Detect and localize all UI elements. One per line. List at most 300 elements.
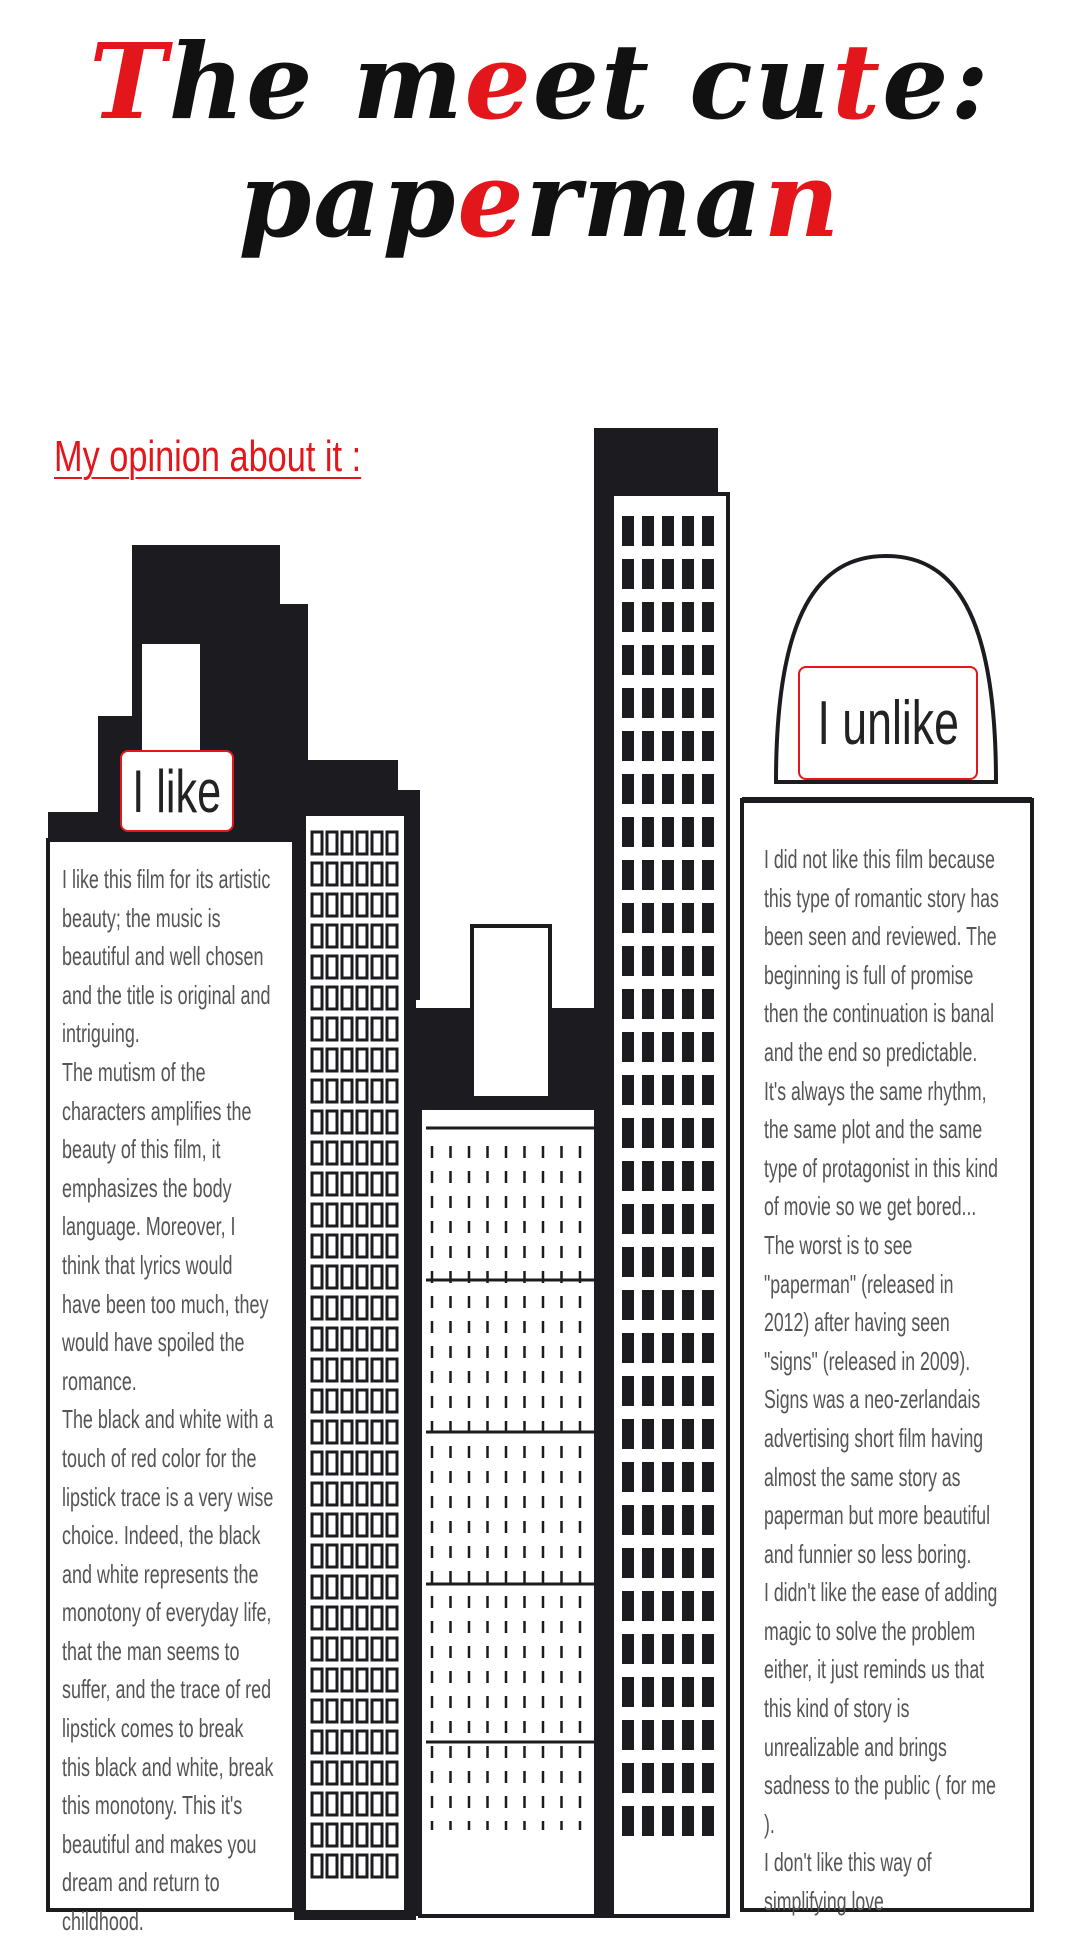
building-window [327,1824,337,1846]
building-window [682,817,694,847]
building-window [702,1247,714,1277]
building-window [342,1204,352,1226]
building-window [662,731,674,761]
central-white-tower [472,926,550,1098]
building-window [662,1591,674,1621]
building-window [372,1204,382,1226]
building-window [357,1824,367,1846]
building-window [702,1161,714,1191]
building-window [622,1505,634,1535]
building-window [387,1545,397,1567]
building-window [682,1161,694,1191]
building-window [702,1419,714,1449]
building-window [327,956,337,978]
building-window [387,956,397,978]
building-window [357,1173,367,1195]
building-window [357,1297,367,1319]
building-window [642,688,654,718]
building-window [312,1359,322,1381]
building-window [342,1545,352,1567]
building-window [387,1235,397,1257]
building-window [622,1763,634,1793]
building-window [342,1080,352,1102]
building-window [327,1018,337,1040]
building-window [312,894,322,916]
building-window [387,1049,397,1071]
building-window [357,1855,367,1877]
building-window [662,774,674,804]
building-window [662,516,674,546]
like-label: I like [120,750,234,832]
building-window [702,645,714,675]
building-window [357,925,367,947]
building-window [357,1049,367,1071]
building-window [387,894,397,916]
building-window [642,1419,654,1449]
building-window [702,1032,714,1062]
building-window [662,1290,674,1320]
building-window [342,987,352,1009]
building-window [662,1806,674,1836]
building-window [372,1700,382,1722]
building-window [682,1763,694,1793]
building-window [327,1514,337,1536]
building-window [312,1793,322,1815]
building-window [342,1514,352,1536]
building-window [622,645,634,675]
building-window [642,860,654,890]
building-window [372,1142,382,1164]
building-window [372,925,382,947]
unlike-label: I unlike [798,666,978,780]
building-window [372,1111,382,1133]
building-window [662,946,674,976]
building-window [702,774,714,804]
building-window [312,863,322,885]
building-window [662,1548,674,1578]
building-window [387,1824,397,1846]
building-window [682,516,694,546]
building-window [642,645,654,675]
building-window [342,863,352,885]
building-window [372,956,382,978]
building-window [387,925,397,947]
building-window [327,1235,337,1257]
building-window [642,1806,654,1836]
building-window [372,1328,382,1350]
building-window [372,1576,382,1598]
building-window [622,1419,634,1449]
building-window [357,1359,367,1381]
building-window [702,1290,714,1320]
building-window [312,1545,322,1567]
building-window [387,1793,397,1815]
building-window [387,1266,397,1288]
building-window [662,860,674,890]
building-window [312,1049,322,1071]
building-window [342,1049,352,1071]
building-window [327,1080,337,1102]
building-window [342,1638,352,1660]
building-window [642,1204,654,1234]
building-window [682,559,694,589]
building-window [622,946,634,976]
building-window [642,1118,654,1148]
building-window [682,1505,694,1535]
building-window [312,1266,322,1288]
building-window [372,1824,382,1846]
building-window [642,1720,654,1750]
building-window [702,1548,714,1578]
building-window [682,1462,694,1492]
building-window [622,1075,634,1105]
building-window [682,731,694,761]
building-window [372,1483,382,1505]
building-window [327,1700,337,1722]
building-window [642,1677,654,1707]
building-window [702,1376,714,1406]
building-window [327,1111,337,1133]
building-window [682,1419,694,1449]
building-window [662,688,674,718]
building-window [342,1390,352,1412]
building-window [312,987,322,1009]
building-window [342,1297,352,1319]
building-window [387,1111,397,1133]
building-window [342,1452,352,1474]
building-window [342,1142,352,1164]
building-window [327,1545,337,1567]
title-segment: he m [168,20,465,143]
building-window [387,1638,397,1660]
building-window [387,1080,397,1102]
building-window [622,1118,634,1148]
building-window [622,1333,634,1363]
building-window [642,516,654,546]
opinion-heading: My opinion about it : [54,432,362,481]
building-window [642,731,654,761]
building-window [342,1018,352,1040]
building-window [642,1763,654,1793]
building-window [387,1297,397,1319]
building-window [682,602,694,632]
building-window [327,1855,337,1877]
building-window [682,1677,694,1707]
building-window [342,1483,352,1505]
building-window [357,832,367,854]
building-window [312,1328,322,1350]
building-window [662,1333,674,1363]
building-window [662,1720,674,1750]
building-window [702,903,714,933]
building-window [622,1204,634,1234]
building-window [327,1669,337,1691]
building-window [642,1505,654,1535]
building-window [357,1111,367,1133]
building-window [327,925,337,947]
title-segment: rma [525,138,764,261]
building-window [387,1762,397,1784]
unlike-opinion-text [764,840,1002,1921]
title-segment: n [763,138,842,261]
title-segment: et cu [532,20,833,143]
building-window [312,1235,322,1257]
building-window [702,1462,714,1492]
building-window [682,1290,694,1320]
building-window [702,1720,714,1750]
building-window [327,1793,337,1815]
building-window [622,903,634,933]
title-segment: e [457,138,526,261]
building-window [372,1049,382,1071]
building-window [682,645,694,675]
building-window [372,1173,382,1195]
building-window [342,1576,352,1598]
building-window [642,1161,654,1191]
building-window [357,1390,367,1412]
building-window [662,989,674,1019]
building-window [357,1731,367,1753]
building-window [357,1700,367,1722]
like-paragraph: I like this film for its artistic beauty; the music is beautiful and well chosen and the title is original and intriguing. [62,864,271,1049]
building-window [327,1638,337,1660]
building-window [312,832,322,854]
building-window [387,1204,397,1226]
building-window [622,1290,634,1320]
building-window [312,1297,322,1319]
building-window [682,1075,694,1105]
building-window [372,987,382,1009]
building-window [702,1677,714,1707]
left-skyscraper-window [142,644,200,754]
building-window [702,860,714,890]
building-window [702,1075,714,1105]
building-window [682,1720,694,1750]
building-window [357,863,367,885]
building-window [682,1376,694,1406]
building-window [372,1638,382,1660]
building-window [312,1824,322,1846]
building-window [327,1359,337,1381]
building-window [312,925,322,947]
title-segment: t [832,20,883,143]
building-window [342,1421,352,1443]
building-window [342,1266,352,1288]
building-window [642,946,654,976]
building-window [682,688,694,718]
building-window [372,894,382,916]
building-window [327,1173,337,1195]
building-window [642,559,654,589]
building-window [357,1421,367,1443]
building-window [622,1806,634,1836]
building-window [702,1806,714,1836]
building-window [327,1049,337,1071]
building-window [387,1700,397,1722]
building-window [702,946,714,976]
building-window [682,946,694,976]
building-window [357,1576,367,1598]
building-window [642,1290,654,1320]
building-window [327,1142,337,1164]
building-window [702,989,714,1019]
building-window [312,1452,322,1474]
building-window [357,1452,367,1474]
building-window [342,1731,352,1753]
unlike-paragraph: I didn't like the ease of adding magic to solve the problem either, it just reminds us that this kind of story is unrealizable and brings sadness to the public ( for me ). [764,1577,998,1839]
building-window [682,860,694,890]
building-window [357,1080,367,1102]
building-window [312,1514,322,1536]
title-segment: T [89,20,169,143]
building-window [642,1462,654,1492]
building-window [372,863,382,885]
building-window [342,1111,352,1133]
building-window [312,1390,322,1412]
central-striped-building [420,1108,610,1916]
building-window [702,559,714,589]
building-window [387,1018,397,1040]
building-window [702,1591,714,1621]
building-window [662,559,674,589]
building-window [357,1142,367,1164]
building-window [682,1634,694,1664]
building-window [357,1204,367,1226]
building-window [642,774,654,804]
building-window [312,1111,322,1133]
building-window [312,1762,322,1784]
building-window [342,894,352,916]
building-window [642,1548,654,1578]
building-window [387,1142,397,1164]
building-window [342,1607,352,1629]
building-window [702,516,714,546]
building-window [312,1638,322,1660]
building-window [662,1032,674,1062]
building-window [387,1421,397,1443]
building-window [622,1161,634,1191]
building-window [312,1142,322,1164]
building-window [357,1793,367,1815]
building-window [327,1607,337,1629]
building-window [312,1018,322,1040]
building-window [682,1032,694,1062]
building-window [357,1266,367,1288]
building-window [662,1462,674,1492]
building-window [357,1483,367,1505]
title-segment: pap [238,138,458,261]
building-window [642,817,654,847]
building-window [642,1075,654,1105]
building-window [702,1204,714,1234]
building-window [702,1505,714,1535]
building-window [387,1483,397,1505]
building-window [622,1376,634,1406]
building-window [327,1452,337,1474]
building-window [662,1376,674,1406]
building-window [622,1247,634,1277]
building-window [372,1297,382,1319]
building-window [372,1669,382,1691]
building-window [372,1855,382,1877]
building-window [662,1161,674,1191]
building-window [622,1677,634,1707]
like-paragraph: The mutism of the characters amplifies the beauty of this film, it emphasizes the body language. Moreover, I think that lyrics would have been too much, they would have spoiled the romance. [62,1056,269,1396]
building-window [327,1421,337,1443]
building-window [662,817,674,847]
building-window [622,688,634,718]
building-window [372,1421,382,1443]
building-window [662,645,674,675]
building-window [312,1483,322,1505]
building-window [372,1514,382,1536]
building-window [702,1118,714,1148]
building-window [357,1328,367,1350]
building-window [387,832,397,854]
building-window [387,1514,397,1536]
building-window [622,602,634,632]
building-window [312,1731,322,1753]
building-window [642,1032,654,1062]
building-window [662,602,674,632]
building-window [642,602,654,632]
building-window [387,1607,397,1629]
building-window [622,1634,634,1664]
building-window [327,863,337,885]
building-window [312,1669,322,1691]
building-window [387,1390,397,1412]
building-window [702,1333,714,1363]
building-window [327,1576,337,1598]
building-window [702,817,714,847]
building-window [662,1634,674,1664]
building-window [312,1576,322,1598]
building-window [622,1591,634,1621]
building-window [342,832,352,854]
building-window [702,731,714,761]
building-window [372,1266,382,1288]
building-window [312,1421,322,1443]
building-window [642,1247,654,1277]
building-window [622,1032,634,1062]
building-window [642,903,654,933]
building-window [312,1607,322,1629]
building-window [622,1548,634,1578]
building-window [372,1762,382,1784]
building-window [357,894,367,916]
building-window [387,1731,397,1753]
building-window [327,832,337,854]
building-window [357,1235,367,1257]
building-window [342,1855,352,1877]
building-window [682,1204,694,1234]
like-opinion-text [62,860,278,1941]
building-window [387,863,397,885]
building-window [662,903,674,933]
building-window [642,1591,654,1621]
building-window [702,1763,714,1793]
building-window [357,1018,367,1040]
building-window [372,1545,382,1567]
building-window [622,731,634,761]
building-window [357,1669,367,1691]
building-window [702,688,714,718]
building-window [682,774,694,804]
building-window [342,1762,352,1784]
building-window [387,1328,397,1350]
unlike-paragraph: I don't like this way of simplifying love [764,1847,932,1917]
building-window [682,1806,694,1836]
